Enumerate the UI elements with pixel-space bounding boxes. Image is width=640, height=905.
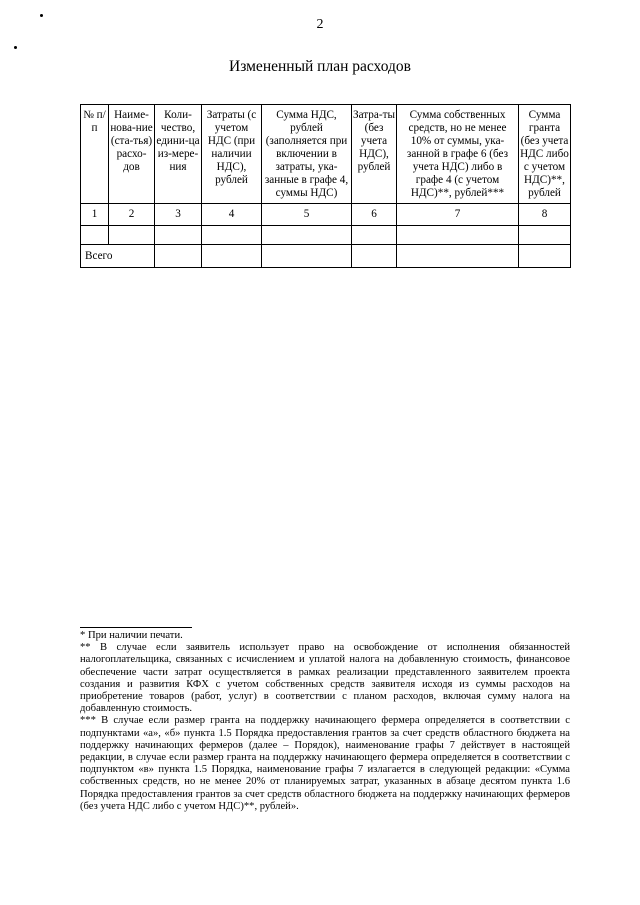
column-number: 6 (352, 204, 397, 226)
column-number: 7 (397, 204, 519, 226)
table-cell (262, 226, 352, 245)
table-cell (397, 245, 519, 268)
column-number: 1 (81, 204, 109, 226)
table-cell (352, 245, 397, 268)
empty-data-row (81, 226, 571, 245)
footnotes (80, 630, 570, 813)
table-cell (202, 245, 262, 268)
table-cell (397, 226, 519, 245)
column-header: Наиме-нова-ние (ста-тья) расхо-дов (109, 105, 155, 204)
column-header: Затраты (с учетом НДС (при наличии НДС), рублей (202, 105, 262, 204)
column-number: 3 (155, 204, 202, 226)
column-header: Затра-ты (без учета НДС), рублей (352, 105, 397, 204)
table-cell (519, 226, 571, 245)
scan-speck (14, 46, 17, 49)
footnote-separator (80, 627, 192, 628)
footnote: * При наличии печати. (80, 630, 183, 641)
column-number: 2 (109, 204, 155, 226)
table-cell (155, 226, 202, 245)
table-cell (262, 245, 352, 268)
table-cell (519, 245, 571, 268)
page-number: 2 (316, 17, 324, 32)
column-number: 4 (202, 204, 262, 226)
column-number: 5 (262, 204, 352, 226)
table-cell (202, 226, 262, 245)
document-title: Измененный план расходов (229, 58, 411, 75)
column-number: 8 (519, 204, 571, 226)
expense-plan-table (80, 104, 571, 268)
column-number-row (81, 204, 571, 226)
table-cell (352, 226, 397, 245)
column-header: № п/п (81, 105, 109, 204)
footnote: ** В случае если заявитель использует право на освобождение от исполнения обязанностей налогоплательщика, связанных с исчислением и уплатой налога на добавленную стоимость, финансовое обеспечение части затрат осуществляется в рамках реализации представленного заявителем проекта создания и развития КФХ с учетом собственных средств заявителя исходя из суммы расходов на приобретение товаров (работ, услуг) в соответствии с планом расходов, включая сумму налога на добавленную стоимость. (80, 642, 570, 715)
column-header: Коли-чество, едини-ца из-мере-ния (155, 105, 202, 204)
table-header-row (81, 105, 571, 204)
column-header: Сумма гранта (без учета НДС либо с учетом НДС)**, рублей (519, 105, 571, 204)
footnote: *** В случае если размер гранта на поддержку начинающего фермера определяется в соответствии с подпунктами «а», «б» пункта 1.5 Порядка предоставления грантов за счет средств областного бюджета на поддержку начинающих фермеров (далее – Порядок), наименование графы 7 действует в настоящей редакции, в случае если размер гранта на поддержку начинающего фермера определяется в соответствии с подпунктом «в» пункта 1.5 Порядка, наименование графы 7 излагается в следующей редакции: «Сумма собственных средств, но не менее 20% от планируемых затрат, указанных в абзаце десятом пункта 1.6 Порядка предоставления грантов за счет средств областного бюджета на поддержку начинающих фермеров (без учета НДС либо с учетом НДС)**, рублей». (80, 715, 570, 812)
column-header: Сумма НДС, рублей (заполняется при включении в затраты, ука-занные в графе 4, суммы НДС) (262, 105, 352, 204)
table-cell (81, 226, 109, 245)
column-header: Сумма собственных средств, но не менее 10% от суммы, ука-занной в графе 6 (без учета НДС) либо в графе 4 (с учетом НДС)**, рублей*** (397, 105, 519, 204)
total-label: Всего (81, 245, 155, 268)
table-cell (155, 245, 202, 268)
total-row (81, 245, 571, 268)
table-cell (109, 226, 155, 245)
